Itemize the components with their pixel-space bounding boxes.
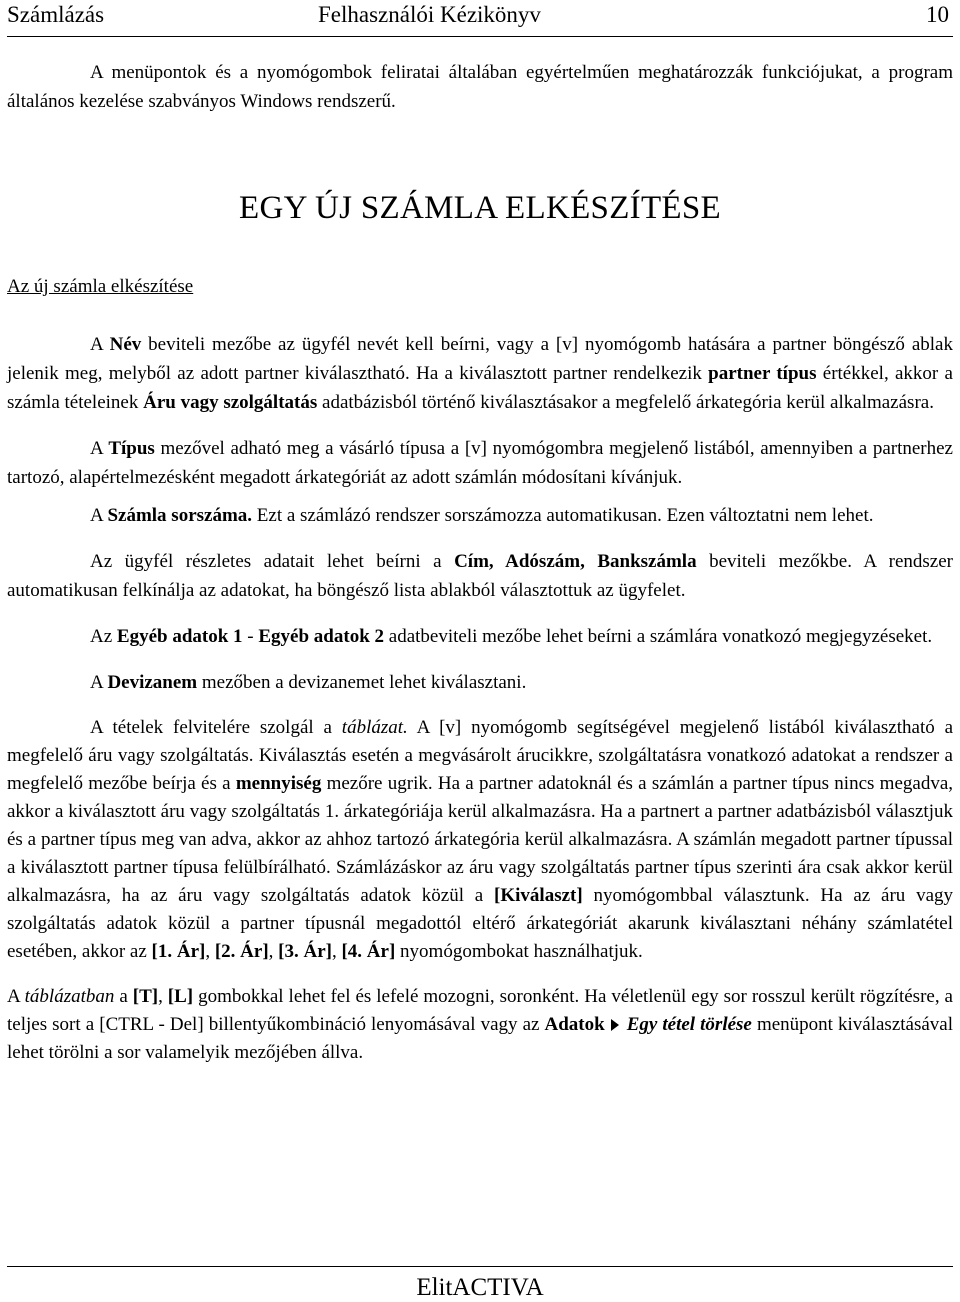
paragraph-egyeb-adatok: Az Egyéb adatok 1 - Egyéb adatok 2 adatbeviteli mezőbe lehet beírni a számlára vonatkozó megjegyzéseket. <box>90 626 933 647</box>
header-manual-title: Felhasználói Kézikönyv <box>318 2 541 27</box>
paragraph-tipus: A Típus mezővel adható meg a vásárló típusa a [v] nyomógombra megjelenő listából, amennyiben a partnerhez tartozó, alapértelmezésként megadott árkategóriát az adott számlán módosítani kívánjuk. <box>7 438 953 488</box>
section-subtitle: Az új számla elkészítése <box>7 276 194 297</box>
page-footer: ElitACTIVA <box>7 1266 953 1302</box>
menu-arrow-icon <box>611 1019 619 1031</box>
chapter-title: EGY ÚJ SZÁMLA ELKÉSZÍTÉSE <box>238 190 721 226</box>
intro-paragraph: A menüpontok és a nyomógombok feliratai általában egyértelműen meghatározzák funkciójukat, a program általános kezelése szabványos Windows rendszerű. <box>7 62 953 112</box>
page-header <box>7 0 953 37</box>
header-page-number: 10 <box>926 2 949 27</box>
paragraph-devizanem: A Devizanem mezőben a devizanemet lehet kiválasztani. <box>90 672 527 693</box>
paragraph-nev: A Név beviteli mezőbe az ügyfél nevét kell beírni, vagy a [v] nyomógomb hatására a partner böngésző ablak jelenik meg, melyből az adott partner kiválasztható. Ha a kiválasztott partner rendelkezik partner típus értékkel, akkor a számla tételeinek Áru vagy szolgáltatás adatbázisból történő kiválasztásakor a megfelelő árkategória kerül alkalmazásra. <box>7 334 953 413</box>
header-section-title: Számlázás <box>7 2 105 27</box>
paragraph-szamla-sorszama: A Számla sorszáma. Ezt a számlázó rendszer sorszámozza automatikusan. Ezen változtatni nem lehet. <box>90 505 874 526</box>
paragraph-tablazat: A táblázatban a [T], [L] gombokkal lehet fel és lefelé mozogni, soronként. Ha véletlenül egy sor rosszul került rögzítésre, a teljes sort a [CTRL - Del] billentyűkombináció lenyomásával vagy az Adatok Egy tétel törlése menüpont kiválasztásával lehet törölni a sor valamelyik mezőjében állva. <box>7 986 954 1063</box>
page-content <box>7 58 953 1067</box>
paragraph-ugyfel-adatok: Az ügyfél részletes adatait lehet beírni a Cím, Adószám, Bankszámla beviteli mezőkbe. A rendszer automatikusan felkínálja az adatokat, ha böngésző lista ablakból választottuk az ügyfelet. <box>7 551 953 601</box>
paragraph-tetelek: A tételek felvitelére szolgál a táblázat. A [v] nyomógomb segítségével megjelenő listából kiválasztható a megfelelő áru vagy szolgáltatás. Kiválasztás esetén a megvásárolt árucikkre, szolgáltatásra vonatkozó adatokat a rendszer a megfelelő mezőbe beírja és a mennyiség mezőre ugrik. Ha a partner adatoknál és a számlán a partner típus nincs megadva, akkor a kiválasztott áru vagy szolgáltatás 1. árkategóriája kerül alkalmazásra. Ha a partnert a partner adatbázisból választjuk és a partner típus meg van adva, akkor az ahhoz tartozó árkategória kerül alkalmazásra. A számlán megadott partner típussal a kiválasztott partner típusa felülbírálható. Számlázáskor az áru vagy szolgáltatás partner típus szerinti ára csak akkor kerül alkalmazásra, ha az áru vagy szolgáltatás adatok közül a [Kiválaszt] nyomógombbal választunk. Ha az áru vagy szolgáltatás adatok közül a partner típusnál megadottól eltérő árkategóriát akarunk kiválasztani néhány számlatétel esetében, akkor az [1. Ár], [2. Ár], [3. Ár], [4. Ár] nyomógombokat használhatjuk. <box>7 717 954 962</box>
